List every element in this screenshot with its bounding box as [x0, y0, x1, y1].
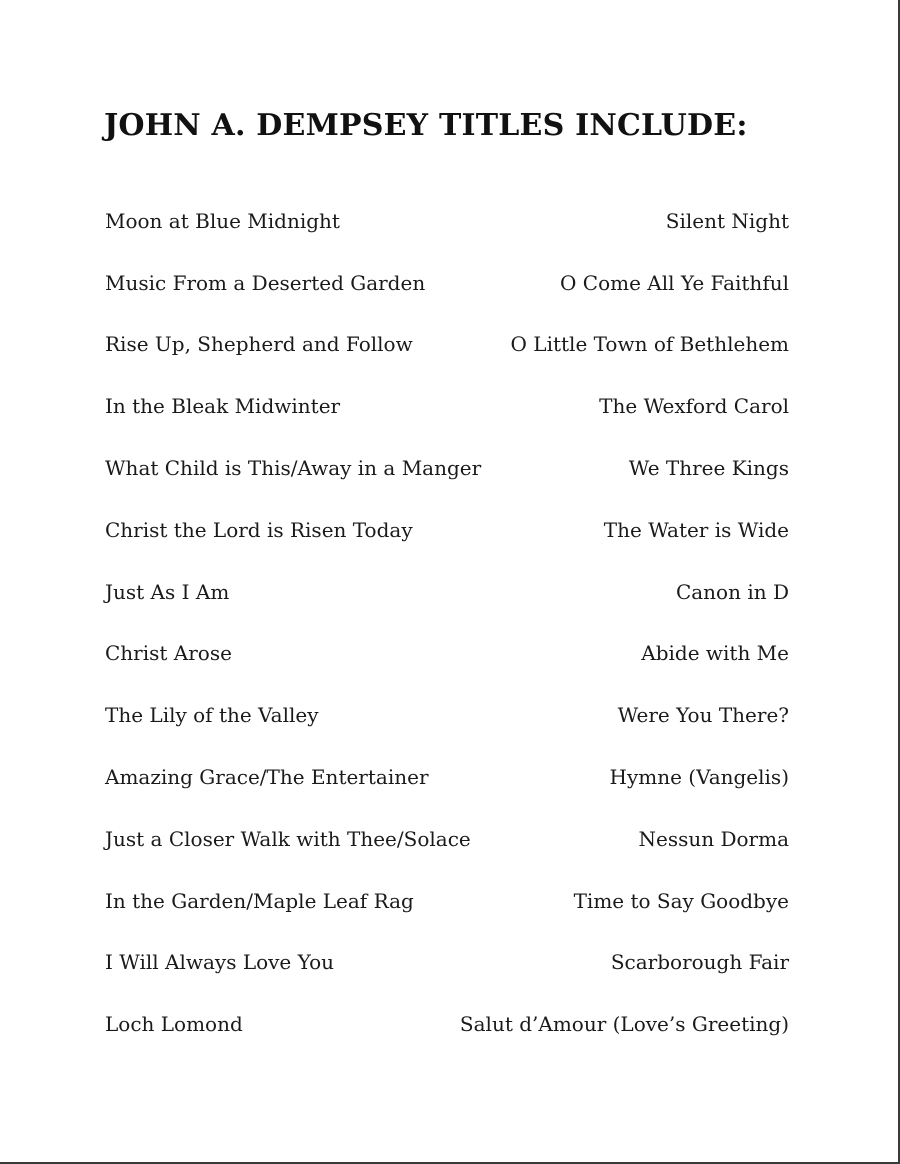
title-row — [105, 437, 789, 499]
title-list — [105, 190, 789, 1055]
title-left: Amazing Grace/The Entertainer — [105, 765, 429, 790]
title-left: Just a Closer Walk with Thee/Solace — [105, 826, 471, 851]
title-left: Music From a Deserted Garden — [105, 270, 426, 295]
title-row — [105, 870, 789, 932]
title-row — [105, 314, 789, 376]
title-left: Christ the Lord is Risen Today — [105, 517, 413, 542]
title-row — [105, 932, 789, 994]
title-right: Hymne (Vangelis) — [609, 765, 789, 790]
title-left: Just As I Am — [105, 579, 230, 604]
title-right: The Water is Wide — [603, 517, 789, 542]
title-right: Scarborough Fair — [610, 950, 789, 975]
title-row — [105, 252, 789, 314]
title-left: What Child is This/Away in a Manger — [105, 456, 482, 481]
title-left: In the Garden/Maple Leaf Rag — [105, 888, 414, 913]
title-left: Moon at Blue Midnight — [105, 208, 340, 233]
title-row — [105, 623, 789, 685]
title-right: O Come All Ye Faithful — [560, 270, 789, 295]
title-right: Abide with Me — [641, 641, 789, 666]
title-right: O Little Town of Bethlehem — [510, 332, 789, 357]
title-row — [105, 746, 789, 808]
title-row — [105, 684, 789, 746]
title-left: In the Bleak Midwinter — [105, 394, 341, 419]
title-right: Canon in D — [675, 579, 789, 604]
title-left: The Lily of the Valley — [105, 703, 319, 728]
page-heading: JOHN A. DEMPSEY TITLES INCLUDE: — [104, 108, 748, 143]
title-left: I Will Always Love You — [105, 950, 335, 975]
title-left: Christ Arose — [105, 641, 232, 666]
title-row — [105, 375, 789, 437]
title-right: Time to Say Goodbye — [573, 888, 789, 913]
title-row — [105, 808, 789, 870]
title-left: Rise Up, Shepherd and Follow — [105, 332, 413, 357]
title-row — [105, 561, 789, 623]
title-right: The Wexford Carol — [599, 394, 789, 419]
title-right: Were You There? — [617, 703, 789, 728]
title-right: We Three Kings — [628, 456, 789, 481]
title-row — [105, 993, 789, 1055]
title-row — [105, 499, 789, 561]
title-left: Loch Lomond — [105, 1012, 243, 1037]
title-row — [105, 190, 789, 252]
title-right: Silent Night — [665, 208, 789, 233]
title-right: Nessun Dorma — [638, 826, 789, 851]
title-right: Salut d’Amour (Love’s Greeting) — [459, 1012, 789, 1037]
